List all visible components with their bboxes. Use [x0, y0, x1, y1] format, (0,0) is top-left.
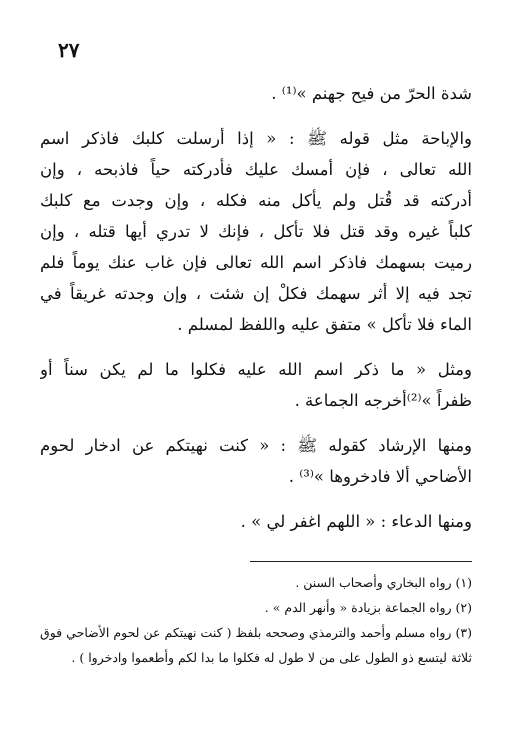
- footnote-line: (٣) رواه مسلم وأحمد والترمذي وصححه بلفظ ( كنت نهيتكم عن لحوم الأضاحي فوق: [40, 625, 472, 640]
- text-line: أدركته قد قُتل ولم يأكل منه فكله ، وإن وجدت مع كلبك: [40, 191, 472, 210]
- text-line: شدة الحرّ من فيح جهنم »⁽¹⁾ .: [271, 84, 472, 103]
- paragraph-1: [40, 78, 472, 109]
- paragraph-3: [40, 354, 472, 416]
- text-line: تجد فيه إلا أثر سهمك فكلْ إن شئت ، وإن وجدته غريقاً في: [40, 284, 472, 303]
- text-line: الله تعالى ، فإن أمسك عليك فأدركته حياً فاذبحه ، وإن: [40, 160, 472, 179]
- text-line: والإباحة مثل قوله ﷺ : « إذا أرسلت كلبك فاذكر اسم: [40, 129, 472, 148]
- footnote-2: [40, 595, 472, 620]
- body-text: [40, 78, 472, 537]
- paragraph-5: [40, 506, 472, 537]
- footnote-line: (٢) رواه الجماعة بزيادة « وأنهر الدم » .: [264, 600, 472, 615]
- text-line: رميت بسهمك فاذكر اسم الله تعالى فإن غاب عنك يوماً فلم: [40, 253, 472, 272]
- footnote-3: [40, 620, 472, 670]
- text-line: ظفراً »⁽²⁾أخرجه الجماعة .: [294, 391, 472, 410]
- text-line: الماء فلا تأكل » متفق عليه واللفظ لمسلم .: [177, 315, 472, 334]
- footnote-line: (١) رواه البخاري وأصحاب السنن .: [295, 575, 472, 590]
- text-line: ومثل « ما ذكر اسم الله عليه فكلوا ما لم يكن سناً أو: [40, 360, 472, 379]
- text-line: كلباً غيره وقد قتل فلا تأكل ، فإنك لا تدري أيها قتله ، وإن: [40, 222, 472, 241]
- text-line: ومنها الإرشاد كقوله ﷺ : « كنت نهيتكم عن ادخار لحوم: [40, 436, 472, 455]
- footnotes: [40, 570, 472, 670]
- page-number: ٢٧: [58, 38, 80, 62]
- text-line: ومنها الدعاء : « اللهم اغفر لي » .: [240, 512, 472, 531]
- footnote-1: [40, 570, 472, 595]
- paragraph-2: [40, 123, 472, 340]
- paragraph-4: [40, 430, 472, 492]
- footnote-line: ثلاثة ليتسع ذو الطول على من لا طول له فكلوا ما بدا لكم وأطعموا وادخروا ) .: [71, 650, 472, 665]
- footnote-divider: [250, 561, 472, 562]
- text-line: الأضاحي ألا فادخروها »⁽³⁾ .: [288, 467, 472, 486]
